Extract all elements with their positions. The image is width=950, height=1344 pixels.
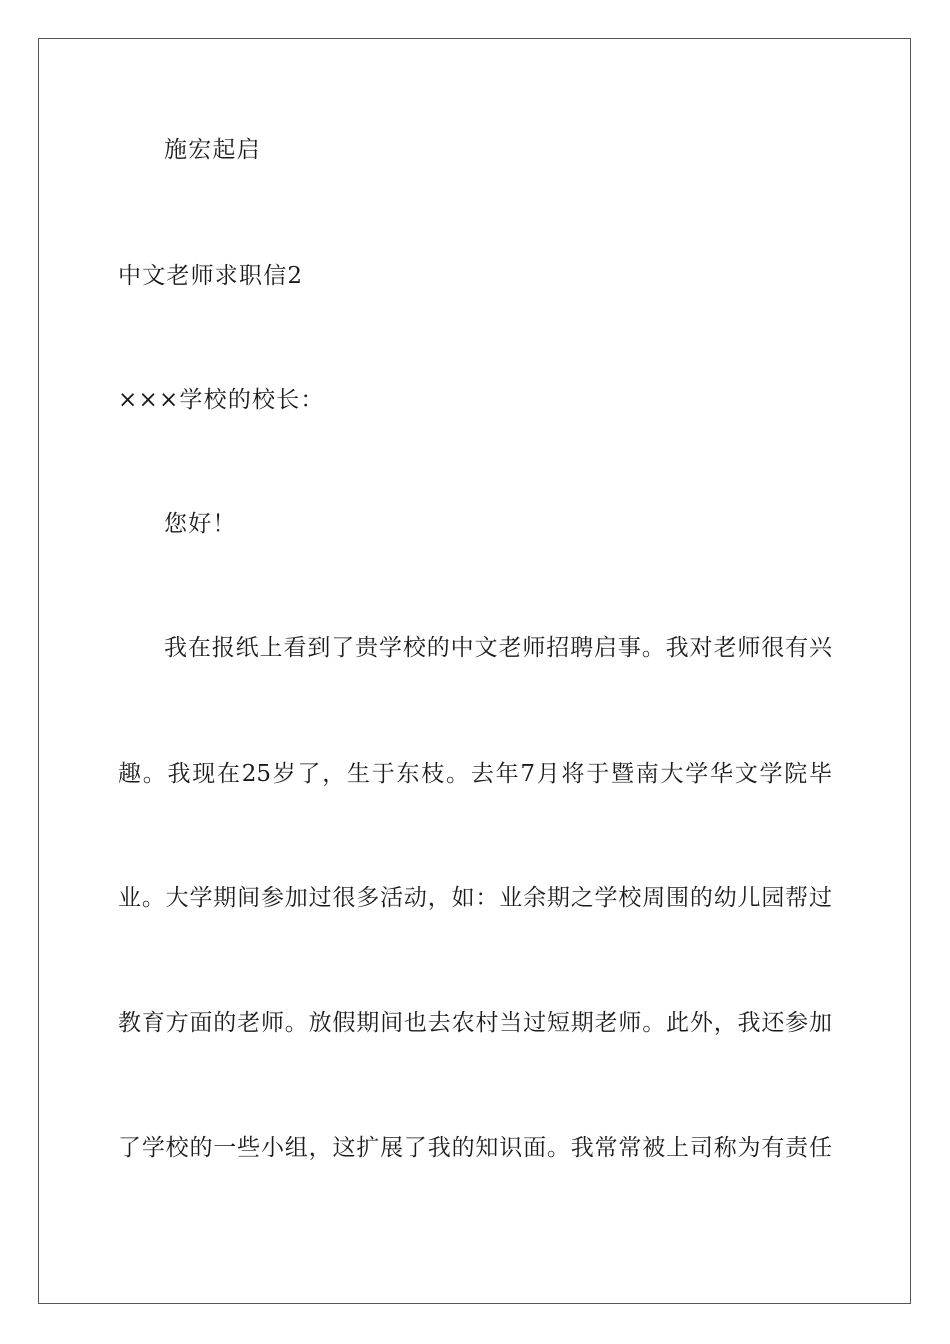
body-line-4: 教育方面的老师。放假期间也去农村当过短期老师。此外，我还参加 bbox=[118, 1010, 832, 1036]
body-line-3: 业。大学期间参加过很多活动，如：业余期之学校周围的幼儿园帮过 bbox=[118, 885, 832, 911]
body-line-1: 我在报纸上看到了贵学校的中文老师招聘启事。我对老师很有兴 bbox=[164, 635, 832, 661]
body-line-2: 趣。我现在25岁了，生于东枝。去年7月将于暨南大学华文学院毕 bbox=[118, 761, 832, 787]
greeting: 您好！ bbox=[164, 511, 237, 537]
page-border bbox=[38, 38, 911, 1304]
salutation: ×××学校的校长： bbox=[118, 387, 325, 413]
signature-line: 施宏起启 bbox=[164, 137, 261, 163]
letter-title: 中文老师求职信2 bbox=[118, 263, 304, 289]
body-line-5: 了学校的一些小组，这扩展了我的知识面。我常常被上司称为有责任 bbox=[118, 1135, 832, 1161]
